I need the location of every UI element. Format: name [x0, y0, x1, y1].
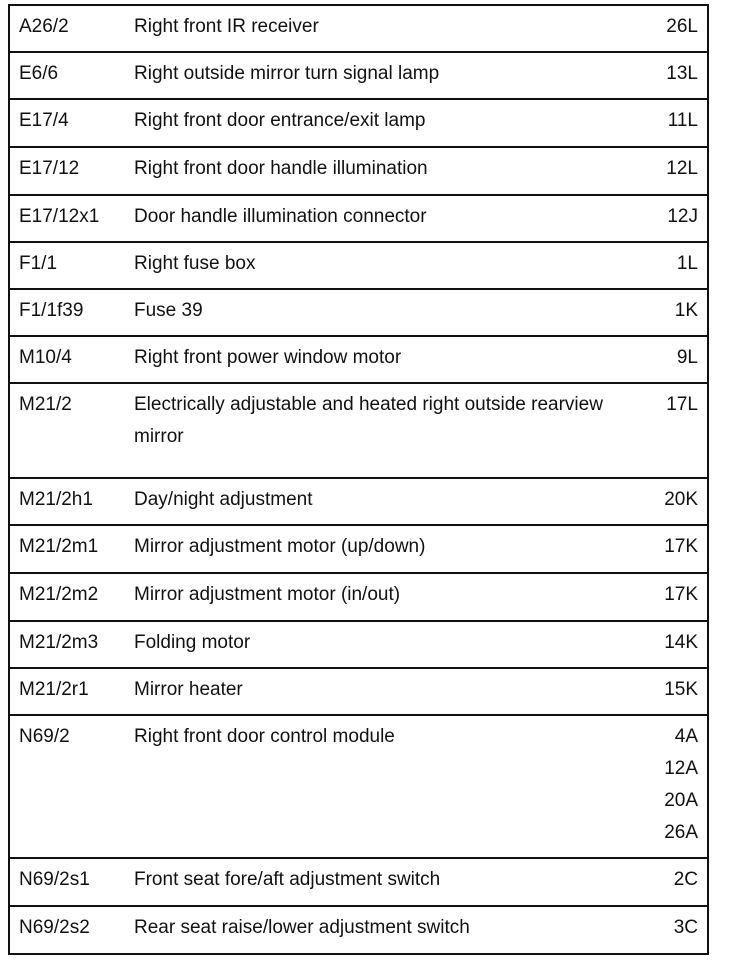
table-row — [10, 574, 707, 622]
grid-location: 11L — [667, 110, 698, 131]
grid-location: 17L — [666, 394, 698, 415]
component-code: M21/2m1 — [19, 536, 99, 557]
table-row — [10, 859, 707, 907]
component-description: Day/night adjustment — [134, 489, 313, 510]
table-row — [10, 337, 707, 384]
component-code: E6/6 — [19, 63, 59, 84]
component-code: E17/12x1 — [19, 206, 100, 227]
grid-location: 17K — [664, 536, 698, 557]
component-description: Folding motor — [134, 632, 251, 653]
grid-location: 14K — [664, 632, 698, 653]
component-description: Right front door control module — [134, 726, 395, 747]
grid-location: 26L — [666, 16, 698, 37]
grid-location: 20K — [664, 489, 698, 510]
component-description: Right front IR receiver — [134, 16, 319, 37]
component-code: F1/1 — [19, 253, 58, 274]
grid-location: 3C — [673, 917, 698, 938]
table-row — [10, 148, 707, 196]
component-code: N69/2s2 — [19, 917, 90, 938]
table-row — [10, 6, 707, 53]
table-row — [10, 384, 707, 479]
component-code: M21/2m2 — [19, 584, 99, 605]
table-row — [10, 669, 707, 716]
component-code: M21/2h1 — [19, 489, 93, 510]
table-row — [10, 479, 707, 526]
component-description: Door handle illumination connector — [134, 206, 427, 227]
table-row — [10, 716, 707, 859]
component-code: N69/2s1 — [19, 869, 90, 890]
table-row — [10, 907, 707, 955]
table-row — [10, 53, 707, 100]
component-description: Right front door handle illumination — [134, 158, 428, 179]
component-description: Right fuse box — [134, 253, 256, 274]
component-description: Electrically adjustable and heated right outside rearview mirror — [134, 394, 603, 447]
component-code: M21/2m3 — [19, 632, 99, 653]
component-code: M21/2 — [19, 394, 72, 415]
grid-location: 1L — [676, 253, 698, 274]
component-code: E17/12 — [19, 158, 80, 179]
grid-location: 17K — [664, 584, 698, 605]
component-code: E17/4 — [19, 110, 69, 131]
component-description: Right front power window motor — [134, 347, 402, 368]
table-row — [10, 526, 707, 574]
component-description: Right outside mirror turn signal lamp — [134, 63, 440, 84]
grid-location: 1K — [674, 300, 698, 321]
table-row — [10, 622, 707, 669]
component-description: Front seat fore/aft adjustment switch — [134, 869, 441, 890]
component-code: M10/4 — [19, 347, 72, 368]
component-description: Rear seat raise/lower adjustment switch — [134, 917, 470, 938]
component-legend-table — [8, 4, 709, 955]
component-code: A26/2 — [19, 16, 69, 37]
grid-location: 12L — [666, 158, 698, 179]
component-description: Fuse 39 — [134, 300, 203, 321]
table-row — [10, 243, 707, 290]
component-description: Mirror heater — [134, 679, 243, 700]
component-description: Mirror adjustment motor (in/out) — [134, 584, 401, 605]
component-code: N69/2 — [19, 726, 70, 747]
grid-location: 9L — [676, 347, 698, 368]
table-row — [10, 290, 707, 337]
table-row — [10, 100, 707, 148]
grid-location: 4A 12A 20A 26A — [664, 726, 698, 843]
grid-location: 2C — [673, 869, 698, 890]
component-description: Right front door entrance/exit lamp — [134, 110, 426, 131]
grid-location: 15K — [664, 679, 698, 700]
table-row — [10, 196, 707, 243]
component-code: M21/2r1 — [19, 679, 89, 700]
component-description: Mirror adjustment motor (up/down) — [134, 536, 426, 557]
grid-location: 12J — [667, 206, 698, 227]
grid-location: 13L — [666, 63, 698, 84]
component-code: F1/1f39 — [19, 300, 84, 321]
